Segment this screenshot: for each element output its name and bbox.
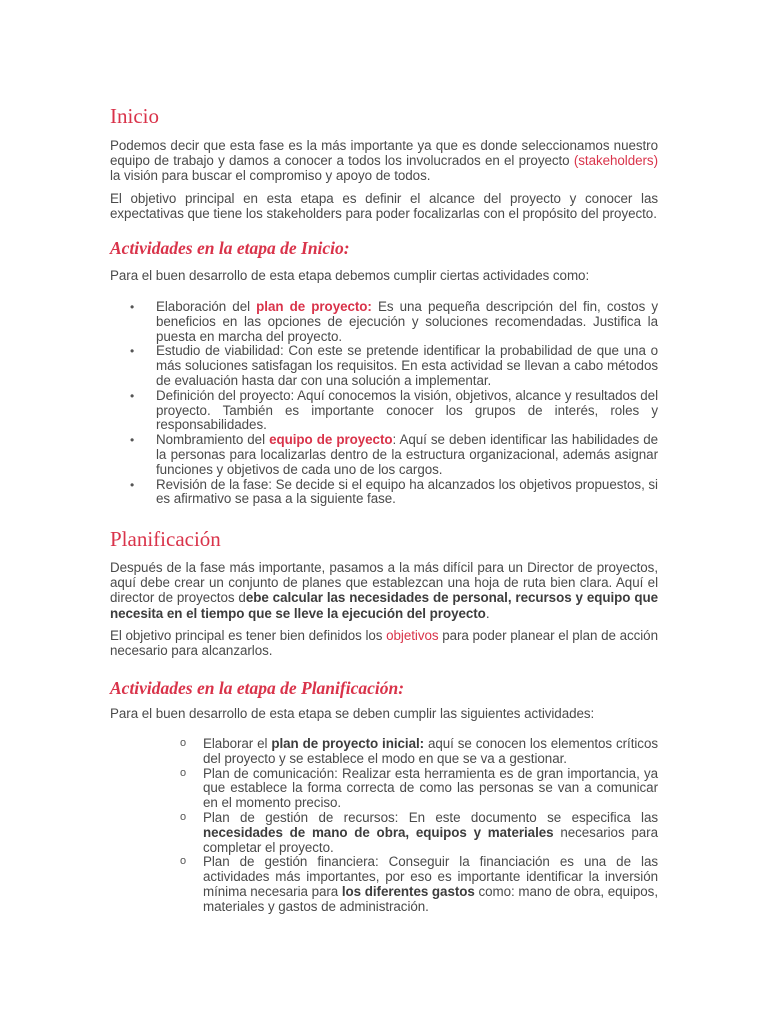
text-segment: aquí se conocen los elementos críticos del proyecto y se establece el modo en que se va a gestionar. xyxy=(203,736,658,766)
text-segment: El objetivo principal es tener bien definidos los xyxy=(110,628,387,643)
text-segment: Definición del proyecto: Aquí conocemos la visión, objetivos, alcance y resultados del proyecto. También es importante conocer los grupos de interés, roles y responsabilidades. xyxy=(156,387,658,433)
text-segment: Después de la fase más importante, pasamos a la más difícil para un Director de proyectos, aquí debe crear un conjunto de planes que establezcan una hoja de ruta bien clara. Aquí el director de proyectos d xyxy=(110,560,658,606)
list-item xyxy=(110,478,658,508)
heading-planificacion: Planificación xyxy=(110,527,221,551)
paragraph-planificacion-objective xyxy=(110,628,658,658)
bold-segment: necesidades de mano de obra, equipos y materiales xyxy=(203,824,554,840)
list-item xyxy=(110,433,658,477)
text-segment: Plan de gestión de recursos: En este documento se especifica las xyxy=(203,809,658,825)
stakeholders-link[interactable]: (stakeholders) xyxy=(573,153,658,169)
list-item xyxy=(110,344,658,388)
text-segment: . xyxy=(485,605,490,621)
plan-de-proyecto-link[interactable]: plan de proyecto: xyxy=(256,299,372,314)
text-segment: Estudio de viabilidad: Con este se pretende identificar la probabilidad de que una o más soluciones satisfagan los requisitos. En esta actividad se llevan a cabo métodos de evaluación hasta dar con una solución a implementar. xyxy=(156,343,658,388)
equipo-de-proyecto-link[interactable]: equipo de proyecto xyxy=(269,432,393,448)
paragraph-inicio-intro xyxy=(110,138,658,184)
list-item xyxy=(110,767,658,811)
list-item xyxy=(110,811,658,855)
text-segment: Plan de gestión financiera: Conseguir la financiación es una de las actividades más importantes, por eso es importante identificar la inversión mínima necesaria para xyxy=(203,854,658,899)
text-segment: Revisión de la fase: Se decide si el equipo ha alcanzados los objetivos propuestos, si es afirmativo se pasa a la siguiente fase. xyxy=(156,476,658,507)
text-segment: necesarios para completar el proyecto. xyxy=(203,824,658,855)
text-segment: la visión para buscar el compromiso y apoyo de todos. xyxy=(110,168,431,184)
text-segment: Es una pequeña descripción del fin, costos y beneficios en las opciones de ejecución y soluciones recomendadas. Justifica la puesta en marcha del proyecto. xyxy=(156,299,658,344)
bold-segment: plan de proyecto inicial: xyxy=(271,736,425,751)
text-segment: Plan de comunicación: Realizar esta herramienta es de gran importancia, ya que establece la forma correcta de como las personas se van a comunicar en el momento preciso. xyxy=(203,765,658,811)
bold-segment: los diferentes gastos xyxy=(341,883,475,899)
paragraph-activities-inicio-intro: Para el buen desarrollo de esta etapa debemos cumplir ciertas actividades como: xyxy=(110,268,590,283)
paragraph-activities-planificacion-intro: Para el buen desarrollo de esta etapa se deben cumplir las siguientes actividades: xyxy=(110,706,595,721)
list-item xyxy=(110,737,658,767)
text-segment: como: mano de obra, equipos, materiales y gastos de administración. xyxy=(203,883,658,914)
list-item xyxy=(110,389,658,433)
list-activities-inicio xyxy=(110,300,658,507)
text-segment: Elaborar el xyxy=(203,736,272,751)
text-segment: Podemos decir que esta fase es la más importante ya que es donde seleccionamos nuestro equipo de trabajo y damos a conocer a todos los involucrados en el proyecto xyxy=(110,138,658,169)
bold-segment: ebe calcular las necesidades de personal, recursos y equipo que necesita en el tiempo que se lleve la ejecución del proyecto xyxy=(110,590,659,621)
heading-activities-inicio: Actividades en la etapa de Inicio: xyxy=(110,238,350,258)
heading-inicio: Inicio xyxy=(110,104,159,128)
text-segment: Elaboración del xyxy=(156,299,257,314)
text-segment: : Aquí se deben identificar las habilidades de la personas para localizarlas dentro de la estructura organizacional, además asignar funciones y objetivos de cada uno de los cargos. xyxy=(156,432,658,477)
paragraph-planificacion-intro xyxy=(110,560,658,621)
heading-activities-planificacion: Actividades en la etapa de Planificación: xyxy=(110,678,405,698)
list-item xyxy=(110,300,658,344)
objetivos-link[interactable]: objetivos xyxy=(386,628,439,643)
text-segment: para poder planear el plan de acción necesario para alcanzarlos. xyxy=(110,628,658,659)
paragraph-inicio-objective: El objetivo principal en esta etapa es definir el alcance del proyecto y conocer las expectativas que tiene los stakeholders para poder focalizarlas con el propósito del proyecto. xyxy=(110,191,658,222)
list-activities-planificacion xyxy=(110,737,658,915)
list-item xyxy=(110,855,658,914)
text-segment: Nombramiento del xyxy=(156,432,270,448)
